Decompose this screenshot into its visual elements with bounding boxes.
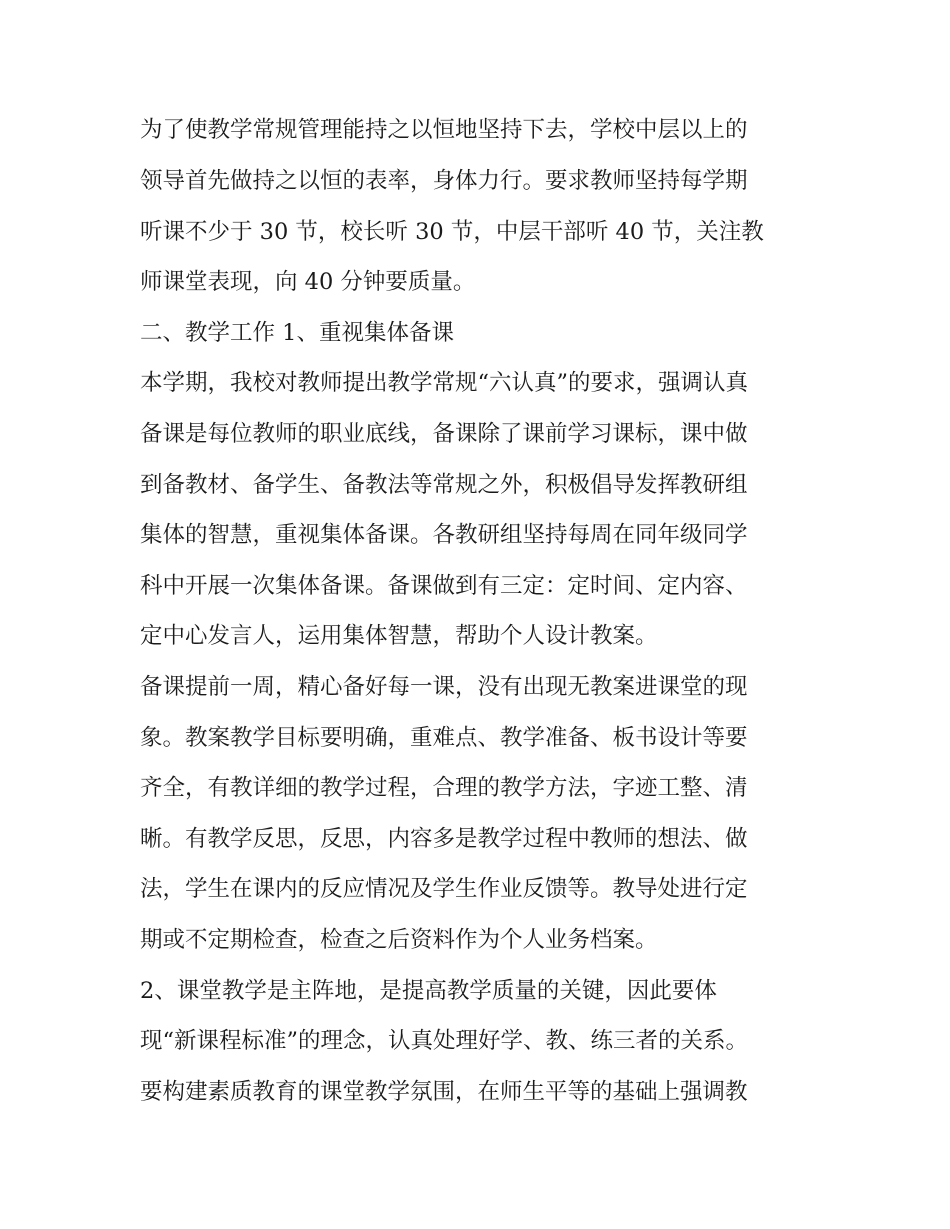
text-line: 齐全，有教详细的教学过程，合理的教学方法，字迹工整、清 [140, 775, 748, 801]
text-line: 集体的智慧，重视集体备课。各教研组坚持每周在同年级同学 [140, 522, 748, 548]
text-line: 备课是每位教师的职业底线，备课除了课前学习课标，课中做 [140, 421, 748, 447]
text-line: 期或不定期检查，检查之后资料作为个人业务档案。 [140, 927, 658, 953]
text-line: 象。教案教学目标要明确，重难点、教学准备、板书设计等要 [140, 725, 748, 751]
text-line: 到备教材、备学生、备教法等常规之外，积极倡导发挥教研组 [140, 472, 748, 498]
section-heading: 二、教学工作 1、重视集体备课 [140, 320, 454, 346]
text-line: 师课堂表现，向 40 分钟要质量。 [140, 269, 476, 295]
text-line: 为了使教学常规管理能持之以恒地坚持下去，学校中层以上的 [140, 117, 748, 143]
text-line: 要构建素质教育的课堂教学氛围，在师生平等的基础上强调教 [140, 1079, 748, 1105]
text-line: 法，学生在课内的反应情况及学生作业反馈等。教导处进行定 [140, 876, 748, 902]
text-line: 2、课堂教学是主阵地，是提高教学质量的关键，因此要体 [140, 978, 717, 1004]
text-line: 现“新课程标准”的理念，认真处理好学、教、练三者的关系。 [140, 1028, 749, 1054]
text-line: 听课不少于 30 节，校长听 30 节，中层干部听 40 节，关注教 [140, 219, 764, 245]
text-line: 备课提前一周，精心备好每一课，没有出现无教案进课堂的现 [140, 674, 748, 700]
text-line: 领导首先做持之以恒的表率，身体力行。要求教师坚持每学期 [140, 168, 748, 194]
text-line: 定中心发言人，运用集体智慧，帮助个人设计教案。 [140, 623, 658, 649]
text-line: 晰。有教学反思，反思，内容多是教学过程中教师的想法、做 [140, 826, 748, 852]
text-line: 本学期，我校对教师提出教学常规“六认真”的要求，强调认真 [140, 370, 749, 396]
text-line: 科中开展一次集体备课。备课做到有三定：定时间、定内容、 [140, 573, 748, 599]
